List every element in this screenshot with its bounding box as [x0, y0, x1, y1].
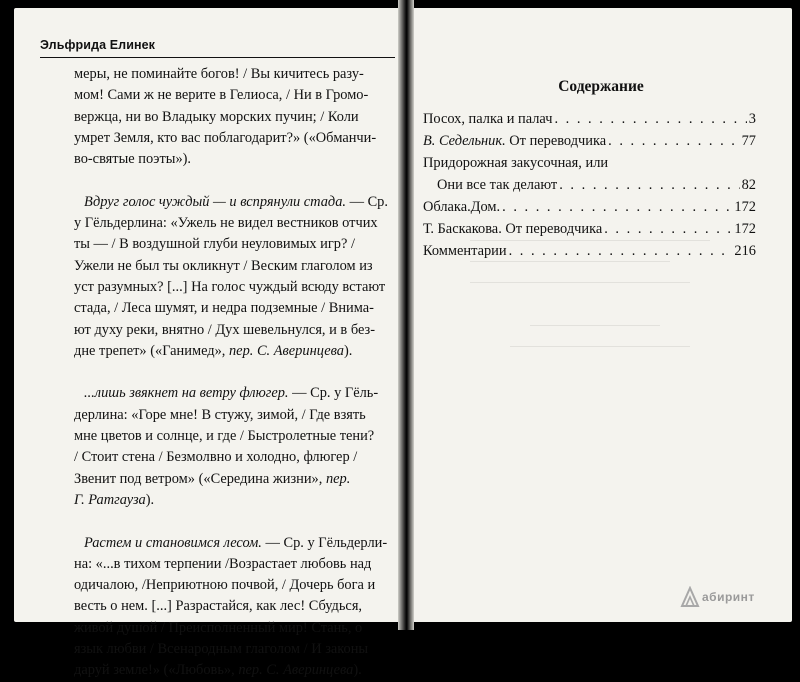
- line-text: язык любви / Всенародным глаголом / И законы: [74, 641, 369, 658]
- running-head: Эльфрида Елинек: [40, 38, 156, 52]
- text-line: [74, 192, 394, 213]
- line-text: Ужели не был ты окликнут / Веским глаголом из: [74, 257, 373, 274]
- text-line: [74, 85, 394, 106]
- toc-page-number: 172: [734, 199, 756, 215]
- text-line: [74, 405, 394, 426]
- toc-entry: [423, 130, 756, 152]
- text-line: [74, 383, 394, 404]
- line-text: вержца, ни во Владыку морских пучин; / Коли: [74, 108, 359, 125]
- quoted-phrase: ...лишь звякнет на ветру флюгер.: [84, 385, 289, 402]
- show-through-text: [470, 240, 750, 410]
- commentary-paragraph: [74, 192, 394, 362]
- line-tail: ).: [145, 491, 155, 508]
- toc-entry: [423, 174, 756, 196]
- toc-entry-title: [423, 196, 500, 218]
- line-text: ют духу реки, внятно / Дух шевельнулся, и в без-: [74, 321, 375, 338]
- text-line: [74, 639, 394, 660]
- watermark-text: абиринт: [702, 590, 755, 604]
- toc-entry-title: [437, 174, 557, 196]
- text-line: [74, 107, 394, 128]
- line-text: — Ср. у Гёль-: [288, 385, 379, 402]
- text-line: [74, 128, 394, 149]
- toc-dot-leader: [554, 108, 746, 130]
- toc-title-text: Т. Баскакова. От переводчика: [423, 221, 603, 237]
- toc-title-text: Комментарии: [423, 243, 507, 259]
- text-line: [74, 554, 394, 575]
- toc-title-text: От переводчика: [505, 133, 607, 149]
- translator-credit: пер. С. Аверинцева: [228, 342, 344, 359]
- toc-dot-leader: [608, 130, 739, 152]
- toc-dot-leader: [502, 196, 732, 218]
- line-text: стада, / Леса шумят, и недра подземные / Внима-: [74, 300, 374, 317]
- toc-page-number: 77: [741, 133, 756, 149]
- labyrinth-logo-icon: [680, 586, 700, 608]
- quoted-phrase: Вдруг голос чуждый — и вспрянули стада.: [84, 193, 346, 210]
- line-text: дерлина: «Горе мне! В стужу, зимой, / Где взять: [74, 406, 366, 423]
- line-text: — Ср. у Гёльдерли-: [261, 534, 388, 551]
- line-text: живой душой / Преисполненный мир! Стань, о: [74, 619, 363, 636]
- toc-dot-leader: [559, 174, 739, 196]
- toc-entry: [423, 196, 756, 218]
- line-tail: ).: [344, 342, 353, 359]
- line-text: мне цветов и солнце, и где / Быстролетные тени?: [74, 428, 375, 445]
- toc-entry-title: [423, 240, 507, 262]
- text-line: [74, 469, 394, 490]
- text-line: [74, 298, 394, 319]
- text-line: [74, 341, 394, 362]
- line-text: одичалою, /Неприютною почвой, / Дочерь бога и: [74, 577, 376, 594]
- line-text: уст разумных? [...] На голос чуждый всюду встают: [74, 278, 386, 295]
- line-text: ты — / В воздушной глуби неуловимых игр? /: [74, 236, 355, 253]
- toc-page-number: 216: [734, 243, 756, 259]
- translator-credit: Г. Ратгауза: [74, 491, 146, 508]
- translator-credit: пер.: [325, 470, 351, 487]
- text-line: [74, 660, 394, 681]
- line-tail: ).: [353, 662, 362, 679]
- left-page-body: [74, 64, 394, 682]
- text-line: [74, 256, 394, 277]
- toc-entry-title: [423, 218, 602, 240]
- text-line: [74, 426, 394, 447]
- table-of-contents: [423, 108, 756, 262]
- toc-entry-title: [423, 130, 606, 152]
- line-text: весть о нем. [...] Разрастайся, как лес! Сбудься,: [74, 598, 363, 615]
- line-text: умрет Земля, кто вас поблагодарит?» («Обманчи-: [74, 129, 377, 146]
- line-text: даруй земле!» («Любовь»,: [74, 662, 239, 679]
- line-text: / Стоит стена / Безмолвно и холодно, флюгер /: [74, 449, 358, 466]
- text-line: [74, 618, 394, 639]
- line-text: — Ср.: [345, 193, 388, 210]
- toc-entry: [423, 218, 756, 240]
- text-line: [74, 64, 394, 85]
- line-text: мом! Сами ж не верите в Гелиоса, / Ни в Громо-: [74, 87, 369, 104]
- text-line: [74, 490, 394, 511]
- commentary-paragraph: [74, 383, 394, 511]
- line-text: Звенит под ветром» («Середина жизни»,: [74, 470, 326, 487]
- toc-page-number: 172: [734, 221, 756, 237]
- toc-entry: [423, 240, 756, 262]
- toc-page-number: 82: [741, 177, 756, 193]
- line-text: дне трепет» («Ганимед»,: [74, 342, 229, 359]
- toc-entry-title: [423, 152, 608, 174]
- toc-entry: [423, 152, 756, 174]
- text-line: [74, 213, 394, 234]
- text-line: [74, 533, 394, 554]
- text-line: [74, 149, 394, 170]
- text-line: [74, 575, 394, 596]
- toc-title-text: Облака.Дом.: [423, 199, 501, 215]
- toc-dot-leader: [604, 218, 732, 240]
- toc-author: В. Седельник.: [423, 133, 506, 149]
- toc-page-number: 3: [748, 111, 756, 127]
- translator-credit: пер. С. Аверинцева: [238, 662, 354, 679]
- watermark-logo: [680, 586, 755, 608]
- toc-title-text: Придорожная закусочная, или: [423, 155, 609, 171]
- toc-title: Содержание: [558, 78, 644, 95]
- toc-entry-title: [423, 108, 552, 130]
- commentary-paragraph: [74, 64, 394, 170]
- toc-title-text: Они все так делают: [437, 177, 558, 193]
- text-line: [74, 234, 394, 255]
- line-text: на: «...в тихом терпении /Возрастает любовь над: [74, 555, 372, 572]
- toc-dot-leader: [509, 240, 733, 262]
- toc-title-text: Посох, палка и палач: [423, 111, 553, 127]
- text-line: [74, 277, 394, 298]
- commentary-paragraph: [74, 533, 394, 682]
- line-text: у Гёльдерлина: «Ужель не видел вестников отчих: [74, 215, 378, 232]
- quoted-phrase: Растем и становимся лесом.: [84, 534, 262, 551]
- toc-entry: [423, 108, 756, 130]
- text-line: [74, 596, 394, 617]
- line-text: во-святые поэты»).: [74, 151, 192, 168]
- header-rule: [40, 57, 395, 58]
- text-line: [74, 447, 394, 468]
- text-line: [74, 320, 394, 341]
- line-text: меры, не поминайте богов! / Вы кичитесь разу-: [74, 66, 364, 82]
